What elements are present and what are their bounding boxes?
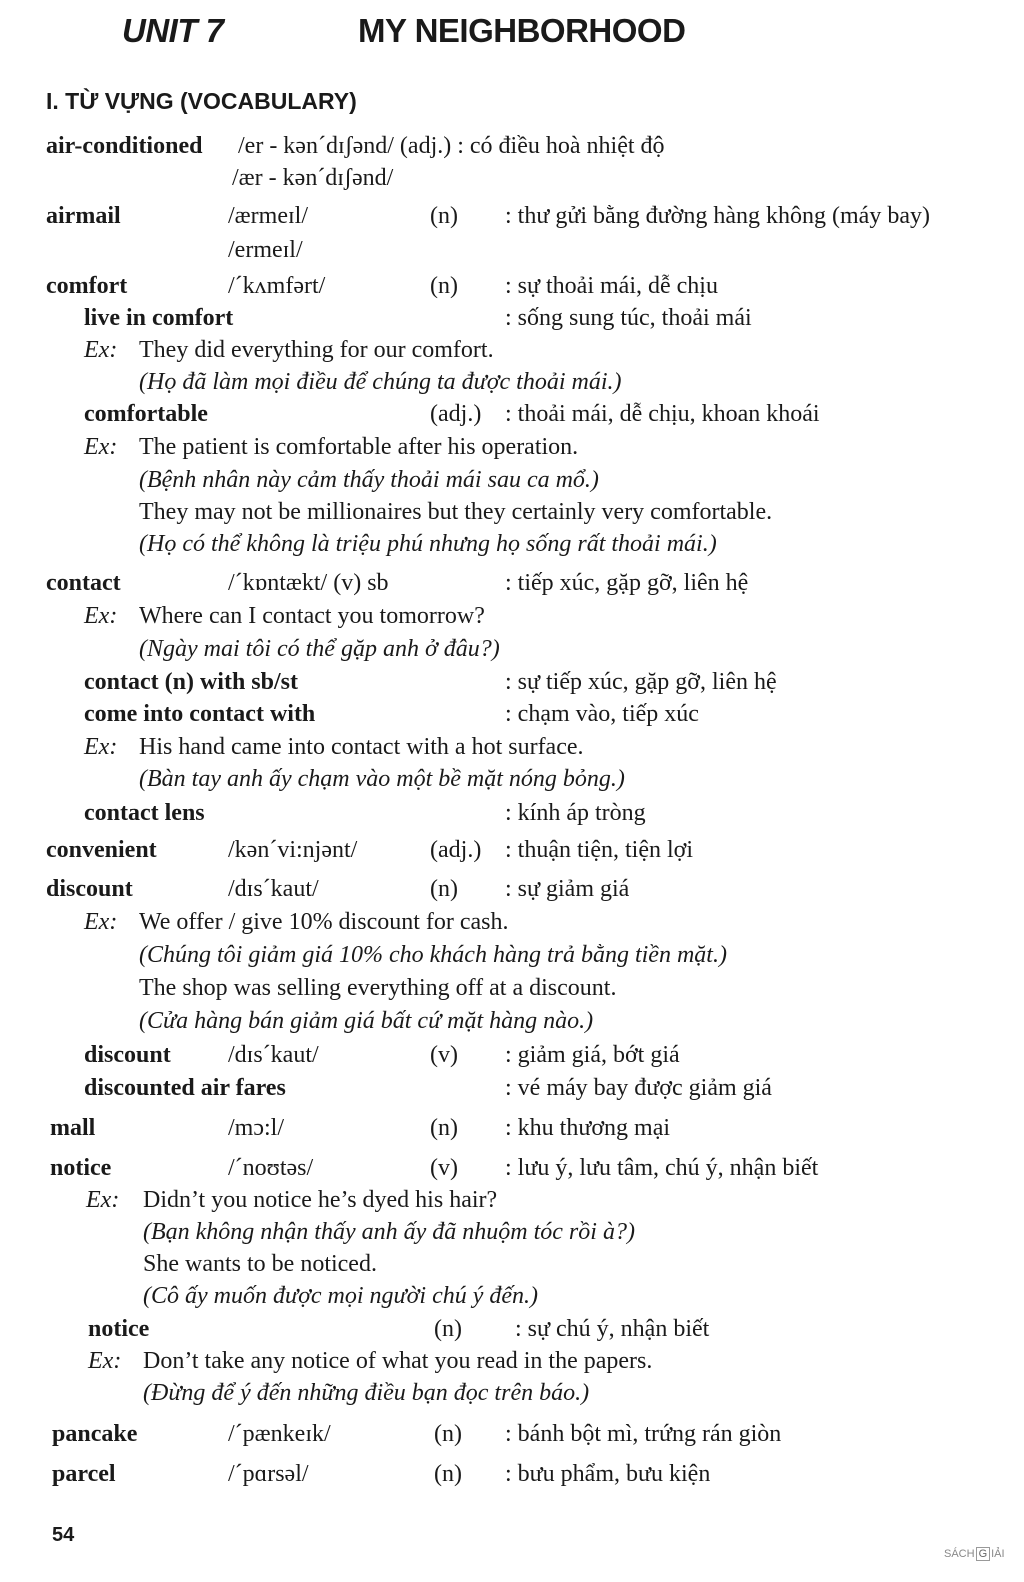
entry-text: : thư gửi bằng đường hàng không (máy bay): [505, 203, 930, 229]
entry-text: Don’t take any notice of what you read in the papers.: [143, 1348, 653, 1374]
entry-text: Didn’t you notice he’s dyed his hair?: [143, 1187, 498, 1213]
entry-text: /ærmeɪl/: [228, 203, 308, 229]
page-header: [0, 10, 1024, 54]
entry-text: (n): [434, 1421, 462, 1447]
translation-text: (Bạn không nhận thấy anh ấy đã nhuộm tóc rồi à?): [143, 1219, 635, 1245]
headword: notice: [50, 1155, 112, 1181]
headword: contact lens: [84, 800, 205, 826]
entry-text: (adj.): [430, 401, 482, 427]
entry-text: : bánh bột mì, trứng rán giòn: [505, 1421, 782, 1447]
entry-text: The patient is comfortable after his operation.: [139, 434, 579, 460]
unit-label: UNIT 7: [122, 12, 224, 49]
entry-text: (v): [430, 1155, 458, 1181]
entry-text: : sự chú ý, nhận biết: [515, 1316, 710, 1342]
headword: discounted air fares: [84, 1075, 286, 1101]
entry-text: : sự giảm giá: [505, 876, 630, 902]
section-heading: I. TỪ VỰNG (VOCABULARY): [46, 88, 357, 114]
translation-text: (Ngày mai tôi có thể gặp anh ở đâu?): [139, 636, 500, 662]
translation-text: (Cô ấy muốn được mọi người chú ý đến.): [143, 1283, 539, 1309]
headword: air-conditioned: [46, 133, 203, 159]
entry-text: /ær - kən´dɪʃənd/: [232, 165, 394, 191]
headword: convenient: [46, 837, 157, 863]
entry-text: We offer / give 10% discount for cash.: [139, 909, 509, 935]
example-label: Ex:: [86, 1187, 120, 1213]
entry-text: : chạm vào, tiếp xúc: [505, 701, 699, 727]
entry-text: : bưu phẩm, bưu kiện: [505, 1461, 711, 1487]
translation-text: (Cửa hàng bán giảm giá bất cứ mặt hàng nào.): [139, 1008, 594, 1034]
entry-text: (n): [434, 1316, 462, 1342]
headword: pancake: [52, 1421, 138, 1447]
entry-text: They may not be millionaires but they certainly very comfortable.: [139, 499, 773, 525]
entry-text: : thoải mái, dễ chịu, khoan khoái: [505, 401, 820, 427]
entry-text: : sự tiếp xúc, gặp gỡ, liên hệ: [505, 669, 777, 695]
entry-text: : thuận tiện, tiện lợi: [505, 837, 693, 863]
entry-text: (n): [430, 273, 458, 299]
entry-text: : khu thương mại: [505, 1115, 671, 1141]
headword: contact: [46, 570, 121, 596]
entry-text: (n): [434, 1461, 462, 1487]
entry-text: : lưu ý, lưu tâm, chú ý, nhận biết: [505, 1155, 819, 1181]
translation-text: (Đừng để ý đến những điều bạn đọc trên báo.): [143, 1380, 590, 1406]
entry-text: : kính áp tròng: [505, 800, 646, 826]
entry-text: (adj.): [430, 837, 482, 863]
page-number: 54: [52, 1524, 75, 1546]
entry-text: His hand came into contact with a hot surface.: [139, 734, 584, 760]
entry-text: /ermeɪl/: [228, 237, 303, 263]
headword: come into contact with: [84, 701, 316, 727]
example-label: Ex:: [84, 337, 118, 363]
entry-text: /er - kən´dɪʃənd/ (adj.) : có điều hoà nhiệt độ: [238, 133, 665, 159]
headword: discount: [46, 876, 133, 902]
entry-text: : tiếp xúc, gặp gỡ, liên hệ: [505, 570, 749, 596]
entry-text: (n): [430, 203, 458, 229]
entry-text: Where can I contact you tomorrow?: [139, 603, 485, 629]
entry-text: : giảm giá, bớt giá: [505, 1042, 680, 1068]
entry-text: : vé máy bay được giảm giá: [505, 1075, 772, 1101]
entry-text: /´pænkeɪk/: [228, 1421, 331, 1447]
entry-text: /´noʊtəs/: [228, 1155, 314, 1181]
watermark-logo: [944, 1547, 1005, 1561]
headword: airmail: [46, 203, 121, 229]
translation-text: (Họ có thể không là triệu phú nhưng họ sống rất thoải mái.): [139, 531, 717, 557]
headword: live in comfort: [84, 305, 234, 331]
headword: mall: [50, 1115, 96, 1141]
translation-text: (Bệnh nhân này cảm thấy thoải mái sau ca mổ.): [139, 467, 599, 493]
entry-text: : sự thoải mái, dễ chịu: [505, 273, 718, 299]
headword: parcel: [52, 1461, 116, 1487]
watermark-left: SÁCH: [944, 1548, 975, 1560]
entry-text: /mɔ:l/: [228, 1115, 284, 1141]
headword: comfortable: [84, 401, 208, 427]
entry-text: : sống sung túc, thoải mái: [505, 305, 752, 331]
entry-text: (n): [430, 1115, 458, 1141]
example-label: Ex:: [84, 734, 118, 760]
watermark-right: IẢI: [991, 1548, 1005, 1560]
translation-text: (Họ đã làm mọi điều để chúng ta được thoải mái.): [139, 369, 622, 395]
entry-text: /dɪs´kaut/: [228, 1042, 319, 1068]
entry-text: /kən´vi:njənt/: [228, 837, 358, 863]
example-label: Ex:: [84, 603, 118, 629]
headword: discount: [84, 1042, 171, 1068]
entry-text: /´kʌmfərt/: [228, 273, 326, 299]
example-label: Ex:: [88, 1348, 122, 1374]
entry-text: She wants to be noticed.: [143, 1251, 377, 1277]
headword: notice: [88, 1316, 150, 1342]
headword: comfort: [46, 273, 128, 299]
entry-text: They did everything for our comfort.: [139, 337, 494, 363]
translation-text: (Bàn tay anh ấy chạm vào một bề mặt nóng bỏng.): [139, 766, 625, 792]
translation-text: (Chúng tôi giảm giá 10% cho khách hàng trả bằng tiền mặt.): [139, 942, 727, 968]
example-label: Ex:: [84, 434, 118, 460]
unit-title: MY NEIGHBORHOOD: [358, 12, 686, 49]
entry-text: /dɪs´kaut/: [228, 876, 319, 902]
headword: contact (n) with sb/st: [84, 669, 298, 695]
entry-text: The shop was selling everything off at a discount.: [139, 975, 617, 1001]
entry-text: /´kɒntækt/ (v) sb: [228, 570, 389, 596]
entry-text: /´pɑrsəl/: [228, 1461, 309, 1487]
example-label: Ex:: [84, 909, 118, 935]
entry-text: (v): [430, 1042, 458, 1068]
watermark-box: G: [976, 1547, 991, 1561]
entry-text: (n): [430, 876, 458, 902]
